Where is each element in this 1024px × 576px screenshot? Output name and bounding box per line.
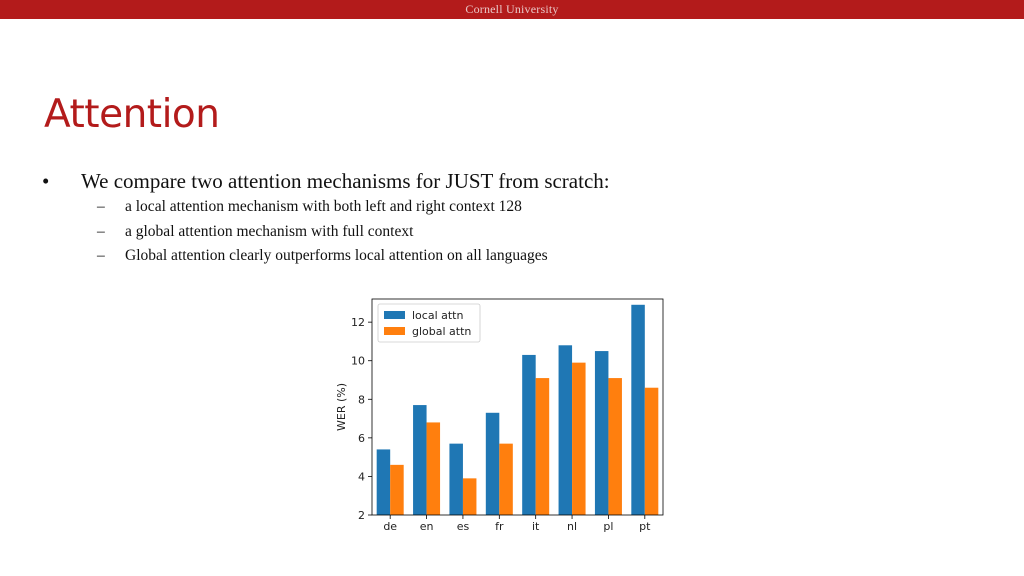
y-tick-label: 12	[351, 316, 365, 330]
bar-local-en	[413, 405, 427, 515]
x-tick-label: nl	[567, 520, 578, 533]
bar-global-en	[427, 422, 441, 515]
bar-global-pt	[645, 388, 659, 515]
x-tick-label: en	[419, 520, 434, 533]
bar-local-de	[377, 449, 391, 515]
bar-global-nl	[572, 363, 586, 515]
institution-name: Cornell University	[465, 2, 559, 16]
legend-label-global: global attn	[412, 325, 472, 338]
bar-global-it	[536, 378, 550, 515]
slide-title: Attention	[44, 92, 220, 137]
main-bullet-text: We compare two attention mechanisms for JUST from scratch:	[81, 169, 610, 193]
x-tick-label: it	[532, 520, 540, 533]
y-tick-label: 4	[358, 470, 365, 484]
y-tick-label: 6	[358, 431, 365, 445]
header-bar	[0, 0, 1024, 19]
sub-bullet-marker: –	[97, 198, 105, 215]
bar-global-es	[463, 478, 477, 515]
bullet-marker: •	[42, 169, 50, 193]
legend-label-local: local attn	[412, 309, 464, 322]
sub-bullet-text: a global attention mechanism with full context	[125, 223, 414, 240]
y-tick-label: 8	[358, 393, 365, 407]
y-tick-label: 2	[358, 509, 365, 522]
bar-local-fr	[486, 413, 500, 515]
sub-bullet-marker: –	[97, 247, 105, 264]
bar-local-pt	[631, 305, 645, 515]
bar-local-es	[449, 444, 463, 515]
y-tick-label: 10	[351, 354, 365, 368]
bar-local-pl	[595, 351, 609, 515]
bar-global-pl	[608, 378, 622, 515]
bar-local-nl	[559, 345, 573, 515]
x-tick-label: pt	[639, 520, 651, 533]
x-tick-label: es	[456, 520, 470, 533]
x-tick-label: pl	[603, 520, 614, 533]
x-tick-label: fr	[495, 520, 504, 533]
legend-swatch-global	[384, 327, 405, 335]
legend-swatch-local	[384, 311, 405, 319]
y-axis-label: WER (%)	[335, 382, 348, 432]
x-tick-label: de	[383, 520, 398, 533]
bar-global-de	[390, 465, 404, 515]
sub-bullet-marker: –	[97, 223, 105, 240]
bar-global-fr	[499, 444, 513, 515]
sub-bullet-text: Global attention clearly outperforms local attention on all languages	[125, 247, 548, 264]
wer-bar-chart	[330, 292, 675, 540]
bar-local-it	[522, 355, 536, 515]
sub-bullet-text: a local attention mechanism with both left and right context 128	[125, 198, 522, 215]
